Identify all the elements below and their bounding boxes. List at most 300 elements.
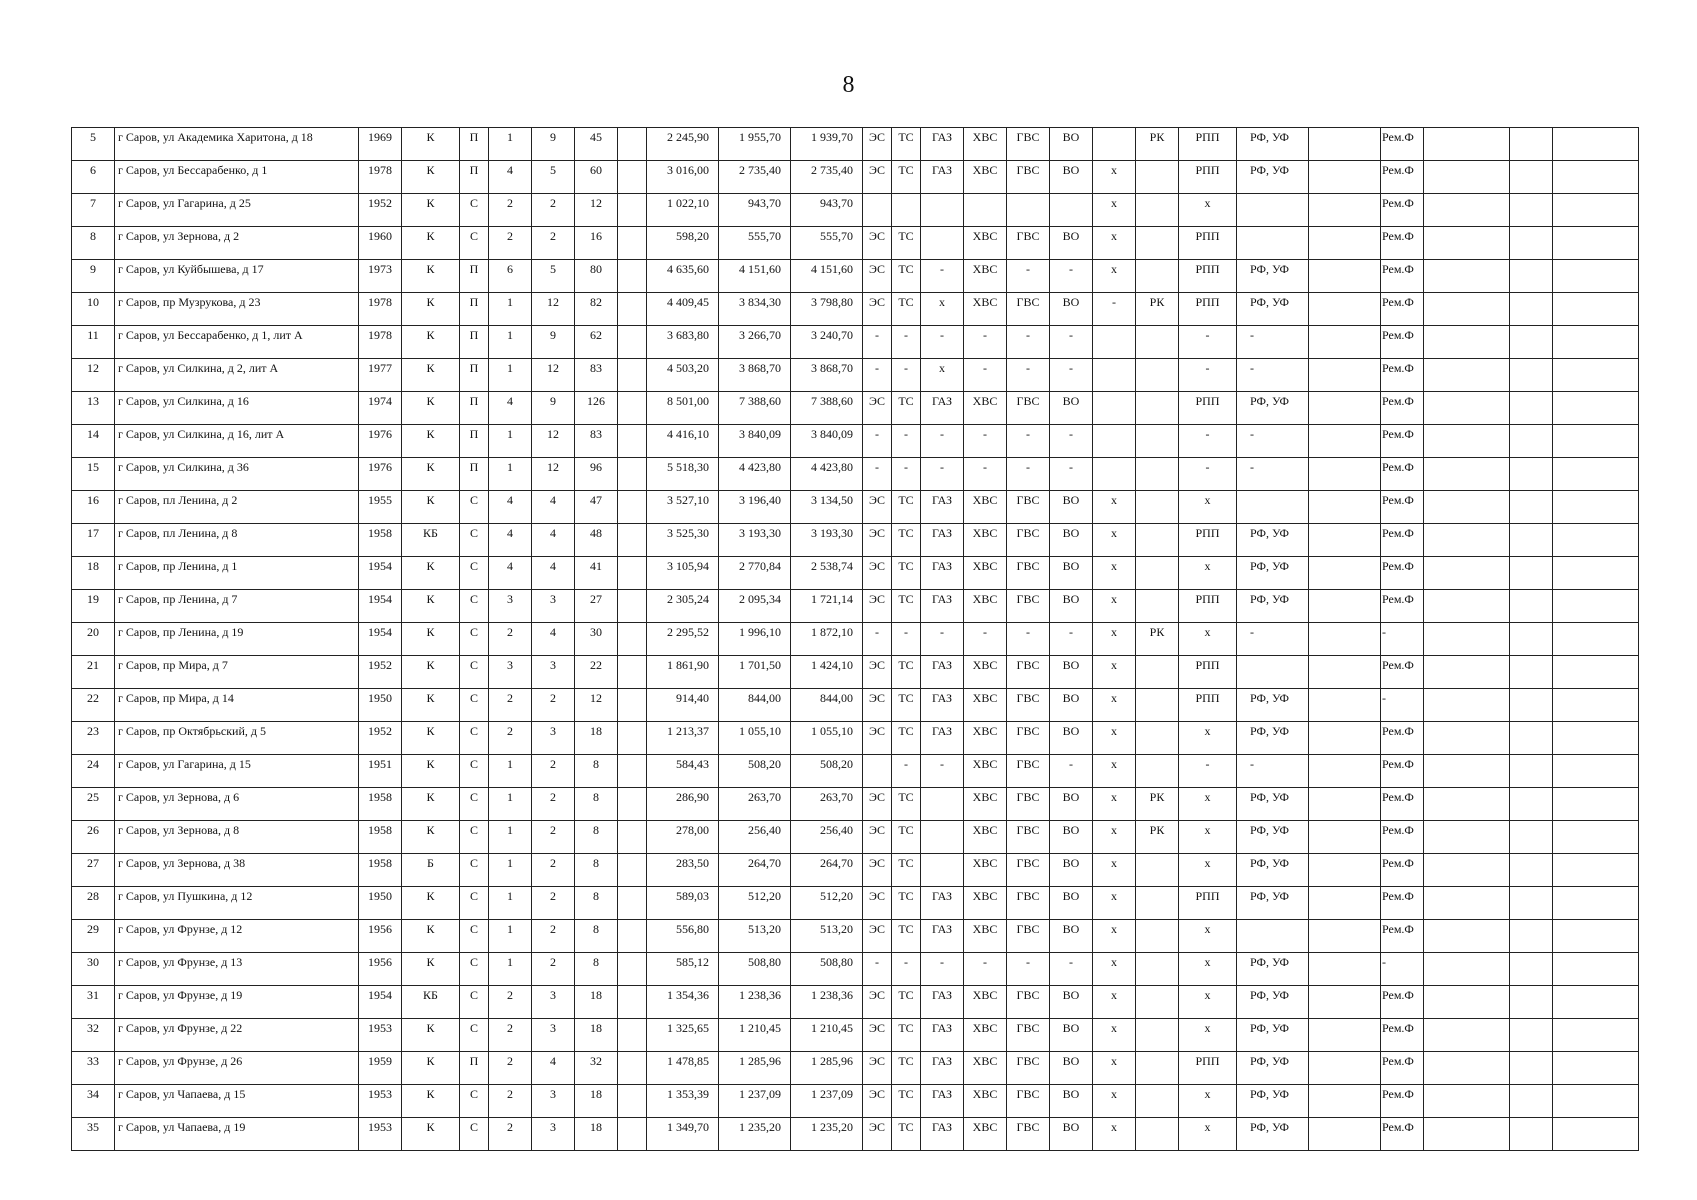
cell-total-area: 3 105,94 xyxy=(647,557,719,590)
cell-heating: ТС xyxy=(892,128,921,161)
cell-heating: ТС xyxy=(892,722,921,755)
cell-entrances: 3 xyxy=(489,656,532,689)
cell-blank-e xyxy=(1553,326,1639,359)
cell-blank-c xyxy=(1424,326,1510,359)
cell-residential-area: 1 235,20 xyxy=(791,1118,863,1151)
cell-hot-water: ГВС xyxy=(1007,491,1050,524)
cell-living-area: 3 840,09 xyxy=(719,425,791,458)
cell-ownership: К xyxy=(402,887,460,920)
cell-gas: ГАЗ xyxy=(921,557,964,590)
cell-heating: ТС xyxy=(892,656,921,689)
cell-blank-e xyxy=(1553,920,1639,953)
cell-address: г Саров, ул Гагарина, д 25 xyxy=(115,194,359,227)
cell-blank-a xyxy=(618,524,647,557)
cell-living-area: 3 834,30 xyxy=(719,293,791,326)
cell-total-area: 585,12 xyxy=(647,953,719,986)
table-row xyxy=(72,194,1639,227)
cell-heating: ТС xyxy=(892,986,921,1019)
cell-year-built: 1976 xyxy=(359,458,402,491)
cell-entrances: 1 xyxy=(489,920,532,953)
cell-rf-uf: РФ, УФ xyxy=(1237,887,1309,920)
cell-gas: ГАЗ xyxy=(921,1085,964,1118)
cell-apartments: 30 xyxy=(575,623,618,656)
cell-sewage: ВО xyxy=(1050,920,1093,953)
cell-rf-uf: РФ, УФ xyxy=(1237,1118,1309,1151)
cell-residential-area: 512,20 xyxy=(791,887,863,920)
cell-rpp: РПП xyxy=(1179,1052,1237,1085)
cell-heating: ТС xyxy=(892,1118,921,1151)
cell-hot-water: ГВС xyxy=(1007,161,1050,194)
cell-gas: ГАЗ xyxy=(921,491,964,524)
cell-wall-type: С xyxy=(460,1118,489,1151)
cell-rk xyxy=(1136,227,1179,260)
cell-blank-a xyxy=(618,623,647,656)
cell-gas xyxy=(921,227,964,260)
cell-row-number: 8 xyxy=(72,227,115,260)
cell-rpp: РПП xyxy=(1179,887,1237,920)
cell-sewage: ВО xyxy=(1050,128,1093,161)
cell-hot-water: - xyxy=(1007,359,1050,392)
cell-blank-d xyxy=(1510,260,1553,293)
cell-address: г Саров, ул Зернова, д 2 xyxy=(115,227,359,260)
cell-flag-x: х xyxy=(1093,722,1136,755)
cell-residential-area: 3 868,70 xyxy=(791,359,863,392)
cell-address: г Саров, ул Зернова, д 38 xyxy=(115,854,359,887)
cell-electricity: ЭС xyxy=(863,854,892,887)
cell-sewage: - xyxy=(1050,359,1093,392)
cell-year-built: 1959 xyxy=(359,1052,402,1085)
cell-residential-area: 7 388,60 xyxy=(791,392,863,425)
table-row xyxy=(72,920,1639,953)
cell-residential-area: 844,00 xyxy=(791,689,863,722)
cell-entrances: 1 xyxy=(489,359,532,392)
cell-rem-fund: - xyxy=(1381,623,1424,656)
cell-gas: ГАЗ xyxy=(921,161,964,194)
cell-apartments: 18 xyxy=(575,1118,618,1151)
cell-gas xyxy=(921,854,964,887)
cell-electricity: ЭС xyxy=(863,293,892,326)
cell-year-built: 1969 xyxy=(359,128,402,161)
cell-hot-water: ГВС xyxy=(1007,689,1050,722)
cell-electricity: ЭС xyxy=(863,557,892,590)
cell-electricity: ЭС xyxy=(863,227,892,260)
cell-ownership: К xyxy=(402,920,460,953)
cell-living-area: 3 193,30 xyxy=(719,524,791,557)
cell-gas: х xyxy=(921,293,964,326)
cell-heating: ТС xyxy=(892,524,921,557)
cell-row-number: 10 xyxy=(72,293,115,326)
cell-year-built: 1976 xyxy=(359,425,402,458)
cell-year-built: 1953 xyxy=(359,1019,402,1052)
cell-heating: ТС xyxy=(892,260,921,293)
cell-hot-water: ГВС xyxy=(1007,128,1050,161)
cell-total-area: 3 525,30 xyxy=(647,524,719,557)
cell-gas: ГАЗ xyxy=(921,392,964,425)
cell-rpp: х xyxy=(1179,788,1237,821)
cell-total-area: 1 213,37 xyxy=(647,722,719,755)
cell-apartments: 8 xyxy=(575,755,618,788)
cell-blank-d xyxy=(1510,722,1553,755)
cell-blank-e xyxy=(1553,260,1639,293)
table-row xyxy=(72,821,1639,854)
cell-rpp: РПП xyxy=(1179,128,1237,161)
cell-gas: - xyxy=(921,425,964,458)
cell-apartments: 8 xyxy=(575,821,618,854)
cell-entrances: 3 xyxy=(489,590,532,623)
cell-blank-b xyxy=(1309,359,1381,392)
cell-blank-c xyxy=(1424,1085,1510,1118)
cell-entrances: 6 xyxy=(489,260,532,293)
cell-ownership: К xyxy=(402,623,460,656)
cell-floors: 2 xyxy=(532,788,575,821)
cell-blank-b xyxy=(1309,821,1381,854)
cell-floors: 5 xyxy=(532,161,575,194)
cell-blank-a xyxy=(618,788,647,821)
cell-rem-fund: Рем.Ф xyxy=(1381,260,1424,293)
cell-flag-x: х xyxy=(1093,161,1136,194)
cell-total-area: 2 295,52 xyxy=(647,623,719,656)
cell-rk: РК xyxy=(1136,821,1179,854)
cell-address: г Саров, ул Чапаева, д 15 xyxy=(115,1085,359,1118)
cell-blank-c xyxy=(1424,1019,1510,1052)
cell-cold-water: ХВС xyxy=(964,128,1007,161)
cell-blank-d xyxy=(1510,293,1553,326)
cell-blank-e xyxy=(1553,854,1639,887)
cell-entrances: 2 xyxy=(489,1052,532,1085)
cell-blank-b xyxy=(1309,326,1381,359)
cell-year-built: 1977 xyxy=(359,359,402,392)
cell-row-number: 13 xyxy=(72,392,115,425)
cell-rk xyxy=(1136,194,1179,227)
cell-total-area: 1 478,85 xyxy=(647,1052,719,1085)
table-row xyxy=(72,458,1639,491)
cell-entrances: 2 xyxy=(489,722,532,755)
cell-blank-b xyxy=(1309,920,1381,953)
cell-cold-water: ХВС xyxy=(964,722,1007,755)
cell-entrances: 1 xyxy=(489,788,532,821)
cell-row-number: 26 xyxy=(72,821,115,854)
cell-cold-water: - xyxy=(964,359,1007,392)
cell-rf-uf: - xyxy=(1237,326,1309,359)
cell-rpp: х xyxy=(1179,722,1237,755)
cell-rem-fund: Рем.Ф xyxy=(1381,854,1424,887)
cell-address: г Саров, ул Силкина, д 36 xyxy=(115,458,359,491)
table-row xyxy=(72,227,1639,260)
cell-floors: 2 xyxy=(532,953,575,986)
cell-blank-d xyxy=(1510,524,1553,557)
cell-rem-fund: Рем.Ф xyxy=(1381,557,1424,590)
cell-cold-water: ХВС xyxy=(964,887,1007,920)
cell-blank-a xyxy=(618,887,647,920)
cell-sewage: ВО xyxy=(1050,788,1093,821)
cell-living-area: 263,70 xyxy=(719,788,791,821)
cell-rf-uf xyxy=(1237,920,1309,953)
cell-sewage: ВО xyxy=(1050,1019,1093,1052)
cell-blank-b xyxy=(1309,161,1381,194)
cell-blank-e xyxy=(1553,161,1639,194)
cell-year-built: 1954 xyxy=(359,623,402,656)
cell-rf-uf: РФ, УФ xyxy=(1237,590,1309,623)
cell-floors: 4 xyxy=(532,491,575,524)
table-row xyxy=(72,392,1639,425)
cell-ownership: К xyxy=(402,788,460,821)
cell-ownership: К xyxy=(402,755,460,788)
cell-flag-x xyxy=(1093,128,1136,161)
cell-sewage: ВО xyxy=(1050,227,1093,260)
cell-blank-e xyxy=(1553,986,1639,1019)
cell-residential-area: 1 721,14 xyxy=(791,590,863,623)
table-row xyxy=(72,656,1639,689)
cell-gas: - xyxy=(921,755,964,788)
cell-blank-d xyxy=(1510,392,1553,425)
cell-blank-b xyxy=(1309,986,1381,1019)
cell-rf-uf: - xyxy=(1237,359,1309,392)
cell-total-area: 278,00 xyxy=(647,821,719,854)
cell-blank-e xyxy=(1553,788,1639,821)
cell-row-number: 35 xyxy=(72,1118,115,1151)
cell-blank-d xyxy=(1510,920,1553,953)
cell-address: г Саров, пр Октябрьский, д 5 xyxy=(115,722,359,755)
cell-apartments: 62 xyxy=(575,326,618,359)
table-row xyxy=(72,689,1639,722)
cell-year-built: 1978 xyxy=(359,161,402,194)
cell-rk xyxy=(1136,656,1179,689)
cell-flag-x: х xyxy=(1093,656,1136,689)
cell-gas: х xyxy=(921,359,964,392)
cell-floors: 2 xyxy=(532,821,575,854)
cell-residential-area: 263,70 xyxy=(791,788,863,821)
cell-rem-fund: Рем.Ф xyxy=(1381,128,1424,161)
cell-floors: 4 xyxy=(532,557,575,590)
cell-blank-d xyxy=(1510,821,1553,854)
cell-entrances: 4 xyxy=(489,392,532,425)
cell-wall-type: С xyxy=(460,854,489,887)
cell-blank-b xyxy=(1309,392,1381,425)
cell-total-area: 3 527,10 xyxy=(647,491,719,524)
cell-total-area: 4 503,20 xyxy=(647,359,719,392)
cell-apartments: 27 xyxy=(575,590,618,623)
cell-blank-c xyxy=(1424,161,1510,194)
cell-gas: ГАЗ xyxy=(921,128,964,161)
cell-row-number: 11 xyxy=(72,326,115,359)
cell-living-area: 1 235,20 xyxy=(719,1118,791,1151)
cell-flag-x: - xyxy=(1093,293,1136,326)
cell-apartments: 47 xyxy=(575,491,618,524)
cell-heating: ТС xyxy=(892,491,921,524)
cell-blank-e xyxy=(1553,491,1639,524)
cell-blank-b xyxy=(1309,425,1381,458)
cell-gas: ГАЗ xyxy=(921,722,964,755)
table-row xyxy=(72,326,1639,359)
cell-row-number: 5 xyxy=(72,128,115,161)
cell-hot-water: ГВС xyxy=(1007,722,1050,755)
cell-address: г Саров, пр Ленина, д 1 xyxy=(115,557,359,590)
cell-apartments: 8 xyxy=(575,788,618,821)
cell-blank-e xyxy=(1553,887,1639,920)
cell-apartments: 12 xyxy=(575,194,618,227)
cell-blank-c xyxy=(1424,128,1510,161)
cell-total-area: 1 354,36 xyxy=(647,986,719,1019)
cell-floors: 12 xyxy=(532,458,575,491)
cell-gas: ГАЗ xyxy=(921,1052,964,1085)
cell-sewage: ВО xyxy=(1050,854,1093,887)
cell-gas: ГАЗ xyxy=(921,920,964,953)
cell-address: г Саров, ул Зернова, д 8 xyxy=(115,821,359,854)
cell-electricity: - xyxy=(863,623,892,656)
cell-electricity: ЭС xyxy=(863,920,892,953)
cell-residential-area: 1 210,45 xyxy=(791,1019,863,1052)
cell-rpp: - xyxy=(1179,359,1237,392)
cell-address: г Саров, ул Силкина, д 2, лит А xyxy=(115,359,359,392)
cell-wall-type: С xyxy=(460,722,489,755)
cell-living-area: 1 055,10 xyxy=(719,722,791,755)
cell-rk xyxy=(1136,590,1179,623)
cell-flag-x: х xyxy=(1093,887,1136,920)
cell-gas xyxy=(921,194,964,227)
cell-rk xyxy=(1136,491,1179,524)
cell-heating: - xyxy=(892,953,921,986)
cell-ownership: К xyxy=(402,1085,460,1118)
cell-electricity xyxy=(863,194,892,227)
cell-year-built: 1956 xyxy=(359,920,402,953)
cell-flag-x: х xyxy=(1093,1019,1136,1052)
cell-blank-e xyxy=(1553,656,1639,689)
cell-entrances: 1 xyxy=(489,821,532,854)
cell-total-area: 1 022,10 xyxy=(647,194,719,227)
cell-blank-e xyxy=(1553,755,1639,788)
cell-blank-d xyxy=(1510,194,1553,227)
cell-apartments: 45 xyxy=(575,128,618,161)
cell-rk xyxy=(1136,755,1179,788)
cell-living-area: 3 196,40 xyxy=(719,491,791,524)
cell-ownership: К xyxy=(402,392,460,425)
cell-sewage: ВО xyxy=(1050,524,1093,557)
cell-gas: - xyxy=(921,326,964,359)
cell-blank-c xyxy=(1424,1118,1510,1151)
table-row xyxy=(72,854,1639,887)
cell-electricity: ЭС xyxy=(863,1085,892,1118)
cell-gas: ГАЗ xyxy=(921,1019,964,1052)
cell-rem-fund: Рем.Ф xyxy=(1381,524,1424,557)
cell-blank-b xyxy=(1309,1052,1381,1085)
cell-flag-x: х xyxy=(1093,755,1136,788)
cell-apartments: 83 xyxy=(575,425,618,458)
cell-blank-e xyxy=(1553,128,1639,161)
cell-cold-water: ХВС xyxy=(964,1019,1007,1052)
cell-rem-fund: - xyxy=(1381,689,1424,722)
cell-cold-water: - xyxy=(964,458,1007,491)
table-row xyxy=(72,524,1639,557)
cell-year-built: 1960 xyxy=(359,227,402,260)
cell-apartments: 18 xyxy=(575,722,618,755)
cell-address: г Саров, ул Силкина, д 16 xyxy=(115,392,359,425)
cell-electricity: ЭС xyxy=(863,524,892,557)
cell-ownership: К xyxy=(402,1019,460,1052)
cell-rf-uf: РФ, УФ xyxy=(1237,1052,1309,1085)
cell-apartments: 82 xyxy=(575,293,618,326)
cell-blank-e xyxy=(1553,1052,1639,1085)
table-row xyxy=(72,722,1639,755)
cell-living-area: 1 237,09 xyxy=(719,1085,791,1118)
cell-heating: ТС xyxy=(892,293,921,326)
cell-blank-d xyxy=(1510,491,1553,524)
cell-living-area: 555,70 xyxy=(719,227,791,260)
cell-wall-type: П xyxy=(460,128,489,161)
table-row xyxy=(72,788,1639,821)
table-row xyxy=(72,128,1639,161)
cell-row-number: 23 xyxy=(72,722,115,755)
cell-heating: - xyxy=(892,326,921,359)
cell-electricity: ЭС xyxy=(863,1118,892,1151)
cell-rpp: х xyxy=(1179,623,1237,656)
cell-rem-fund: Рем.Ф xyxy=(1381,194,1424,227)
cell-ownership: К xyxy=(402,260,460,293)
cell-address: г Саров, ул Фрунзе, д 12 xyxy=(115,920,359,953)
cell-blank-e xyxy=(1553,458,1639,491)
cell-wall-type: С xyxy=(460,590,489,623)
cell-rf-uf xyxy=(1237,194,1309,227)
cell-year-built: 1953 xyxy=(359,1085,402,1118)
cell-cold-water: - xyxy=(964,623,1007,656)
cell-living-area: 512,20 xyxy=(719,887,791,920)
cell-residential-area: 1 055,10 xyxy=(791,722,863,755)
cell-heating: - xyxy=(892,458,921,491)
cell-blank-d xyxy=(1510,458,1553,491)
cell-flag-x: х xyxy=(1093,1085,1136,1118)
cell-total-area: 598,20 xyxy=(647,227,719,260)
cell-blank-d xyxy=(1510,1052,1553,1085)
cell-sewage: ВО xyxy=(1050,590,1093,623)
cell-row-number: 19 xyxy=(72,590,115,623)
cell-row-number: 15 xyxy=(72,458,115,491)
cell-gas: ГАЗ xyxy=(921,1118,964,1151)
cell-entrances: 1 xyxy=(489,755,532,788)
cell-rpp: х xyxy=(1179,557,1237,590)
cell-hot-water: - xyxy=(1007,953,1050,986)
cell-row-number: 22 xyxy=(72,689,115,722)
cell-flag-x: х xyxy=(1093,260,1136,293)
cell-apartments: 12 xyxy=(575,689,618,722)
cell-blank-a xyxy=(618,227,647,260)
cell-gas: ГАЗ xyxy=(921,590,964,623)
cell-floors: 5 xyxy=(532,260,575,293)
cell-heating xyxy=(892,194,921,227)
cell-wall-type: П xyxy=(460,293,489,326)
cell-residential-area: 2 735,40 xyxy=(791,161,863,194)
cell-wall-type: П xyxy=(460,425,489,458)
cell-rem-fund: Рем.Ф xyxy=(1381,920,1424,953)
cell-entrances: 1 xyxy=(489,326,532,359)
cell-row-number: 12 xyxy=(72,359,115,392)
cell-hot-water: - xyxy=(1007,260,1050,293)
cell-blank-a xyxy=(618,755,647,788)
cell-blank-e xyxy=(1553,590,1639,623)
cell-row-number: 24 xyxy=(72,755,115,788)
cell-flag-x xyxy=(1093,458,1136,491)
cell-total-area: 2 245,90 xyxy=(647,128,719,161)
cell-sewage: - xyxy=(1050,260,1093,293)
cell-blank-a xyxy=(618,1019,647,1052)
cell-rk: РК xyxy=(1136,623,1179,656)
cell-row-number: 28 xyxy=(72,887,115,920)
cell-gas: ГАЗ xyxy=(921,689,964,722)
cell-ownership: К xyxy=(402,359,460,392)
cell-ownership: К xyxy=(402,458,460,491)
cell-apartments: 96 xyxy=(575,458,618,491)
cell-apartments: 126 xyxy=(575,392,618,425)
cell-floors: 3 xyxy=(532,722,575,755)
cell-heating: ТС xyxy=(892,161,921,194)
